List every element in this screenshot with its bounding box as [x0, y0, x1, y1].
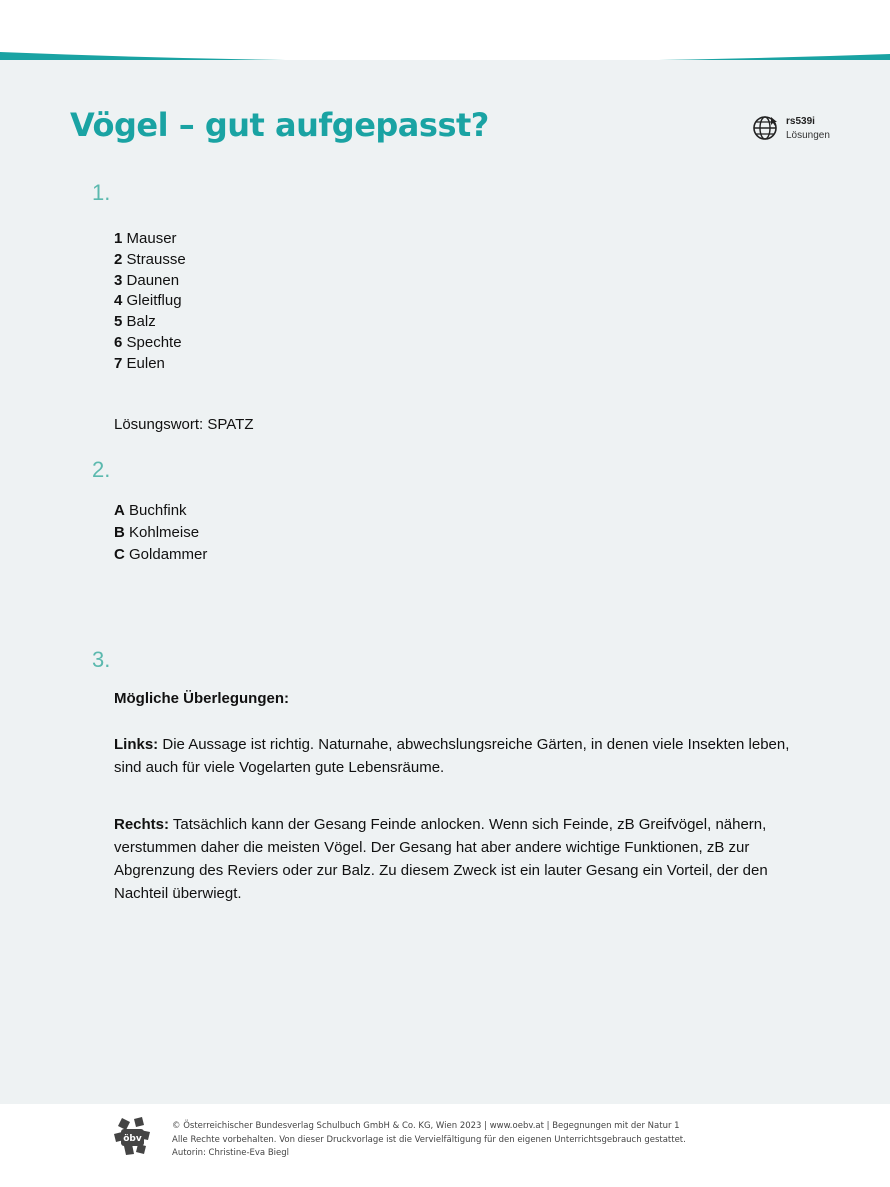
section-number-3: 3.	[92, 647, 111, 672]
rights-line: Alle Rechte vorbehalten. Von dieser Druckvorlage ist die Vervielfältigung für den eigenen Unterrichtsgebrauch gestattet.	[172, 1134, 686, 1145]
online-code[interactable]	[752, 114, 862, 146]
section-number-2: 2.	[92, 457, 111, 482]
list-item: 2 Strausse	[114, 250, 186, 268]
globe-icon	[752, 114, 780, 142]
answer-list-1	[114, 229, 186, 375]
code-sublabel: Lösungen	[786, 130, 830, 141]
list-item: 7 Eulen	[114, 354, 165, 372]
list-item: 3 Daunen	[114, 271, 180, 289]
oebv-logo-icon	[112, 1116, 152, 1156]
copyright-line: © Österreichischer Bundesverlag Schulbuch GmbH & Co. KG, Wien 2023 | www.oebv.at | Begegnungen mit der Natur 1	[172, 1121, 680, 1131]
list-item: B Kohlmeise	[114, 524, 200, 541]
list-item: 1 Mauser	[114, 230, 177, 247]
list-item: 5 Balz	[114, 313, 156, 331]
footer-text	[172, 1120, 686, 1161]
list-item: 4 Gleitflug	[114, 292, 182, 310]
answer-list-2	[114, 500, 207, 566]
list-item: A Buchfink	[114, 502, 187, 519]
solution-word: Lösungswort: SPATZ	[114, 416, 254, 433]
page-title: Vögel – gut aufgepasst?	[70, 106, 489, 144]
list-item: 6 Spechte	[114, 333, 182, 351]
worksheet-background	[0, 60, 890, 1104]
svg-text:öbv: öbv	[123, 1134, 142, 1144]
section-heading: Mögliche Überlegungen:	[114, 690, 290, 707]
answer-left: Links: Die Aussage ist richtig. Naturnahe, abwechslungsreiche Gärten, in denen viele Insekten leben, sind auch für viele Vogelarten gute Lebensräume.	[114, 736, 790, 776]
answer-right: Rechts: Tatsächlich kann der Gesang Feinde anlocken. Wenn sich Feinde, zB Greifvögel, nähern, verstummen daher die meisten Vögel. Der Gesang hat aber andere wichtige Funktionen, zB zur Abgrenzung des Reviers oder zur Balz. Zu diesem Zweck ist ein lauter Gesang ein Vorteil, der den Nachteil überwiegt.	[114, 816, 768, 902]
list-item: C Goldammer	[114, 546, 208, 563]
author-line: Autorin: Christine-Eva Biegl	[172, 1148, 290, 1158]
section-number-1: 1.	[92, 180, 111, 205]
code-label: rs539i	[786, 116, 815, 127]
